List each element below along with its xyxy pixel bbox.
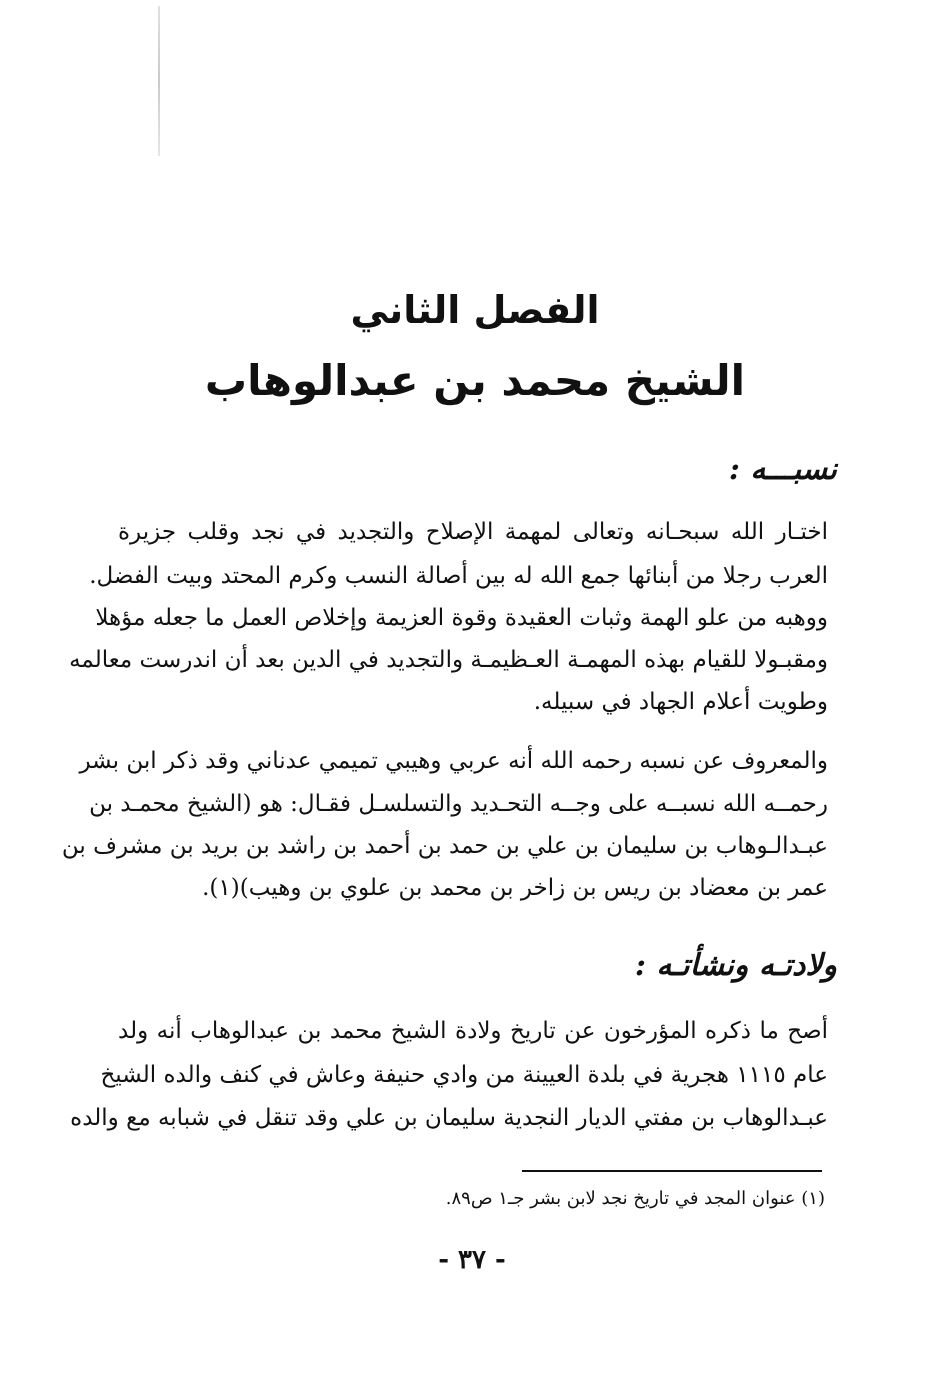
- body-line: رحمــه الله نسبــه على وجــه التحـديد والتسلسـل فقـال: هو (الشيخ محمـد بن: [89, 791, 828, 817]
- body-line: والمعروف عن نسبه رحمه الله أنه عربي وهيبي تميمي عدناني وقد ذكر ابن بشر: [79, 748, 828, 774]
- chapter-subtitle: الشيخ محمد بن عبدالوهاب: [204, 356, 746, 405]
- body-line: عبـدالـوهاب بن سليمان بن علي بن حمد بن أحمد بن راشد بن بريد بن مشرف بن: [61, 833, 828, 859]
- body-line: اختـار الله سبحـانه وتعالى لمهمة الإصلاح والتجديد في نجد وقلب جزيرة: [118, 519, 828, 545]
- section-heading-lineage: نسبـــه :: [728, 452, 837, 487]
- scan-edge-mark: [158, 6, 160, 156]
- section-heading-birth: ولادتـه ونشأتـه :: [634, 948, 837, 983]
- body-line: العرب رجلا من أبنائها جمع الله له بين أصالة النسب وكرم المحتد وبيت الفضل.: [89, 563, 828, 589]
- page-number: - ٣٧ -: [438, 1245, 506, 1275]
- body-line: وطويت أعلام الجهاد في سبيله.: [533, 689, 828, 715]
- chapter-title: الفصل الثاني: [350, 288, 600, 332]
- body-line: أصح ما ذكره المؤرخون عن تاريخ ولادة الشيخ محمد بن عبدالوهاب أنه ولد: [118, 1018, 828, 1044]
- body-line: ووهبه من علو الهمة وثبات العقيدة وقوة العزيمة وإخلاص العمل ما جعله مؤهلا: [95, 605, 828, 631]
- footnote: (١) عنوان المجد في تاريخ نجد لابن بشر جـ١ ص٨٩.: [445, 1188, 825, 1209]
- body-line: عام ١١١٥ هجرية في بلدة العيينة من وادي حنيفة وعاش في كنف والده الشيخ: [100, 1062, 828, 1088]
- body-line: ومقبـولا للقيام بهذه المهمـة العـظيمـة والتجديد في الدين بعد أن اندرست معالمه: [69, 647, 828, 673]
- body-line: عبـدالوهاب بن مفتي الديار النجدية سليمان بن علي وقد تنقل في شبابه مع والده: [70, 1105, 828, 1131]
- body-line: عمر بن معضاد بن ريس بن زاخر بن محمد بن علوي بن وهيب)(١).: [202, 875, 828, 901]
- footnote-separator: [522, 1170, 822, 1172]
